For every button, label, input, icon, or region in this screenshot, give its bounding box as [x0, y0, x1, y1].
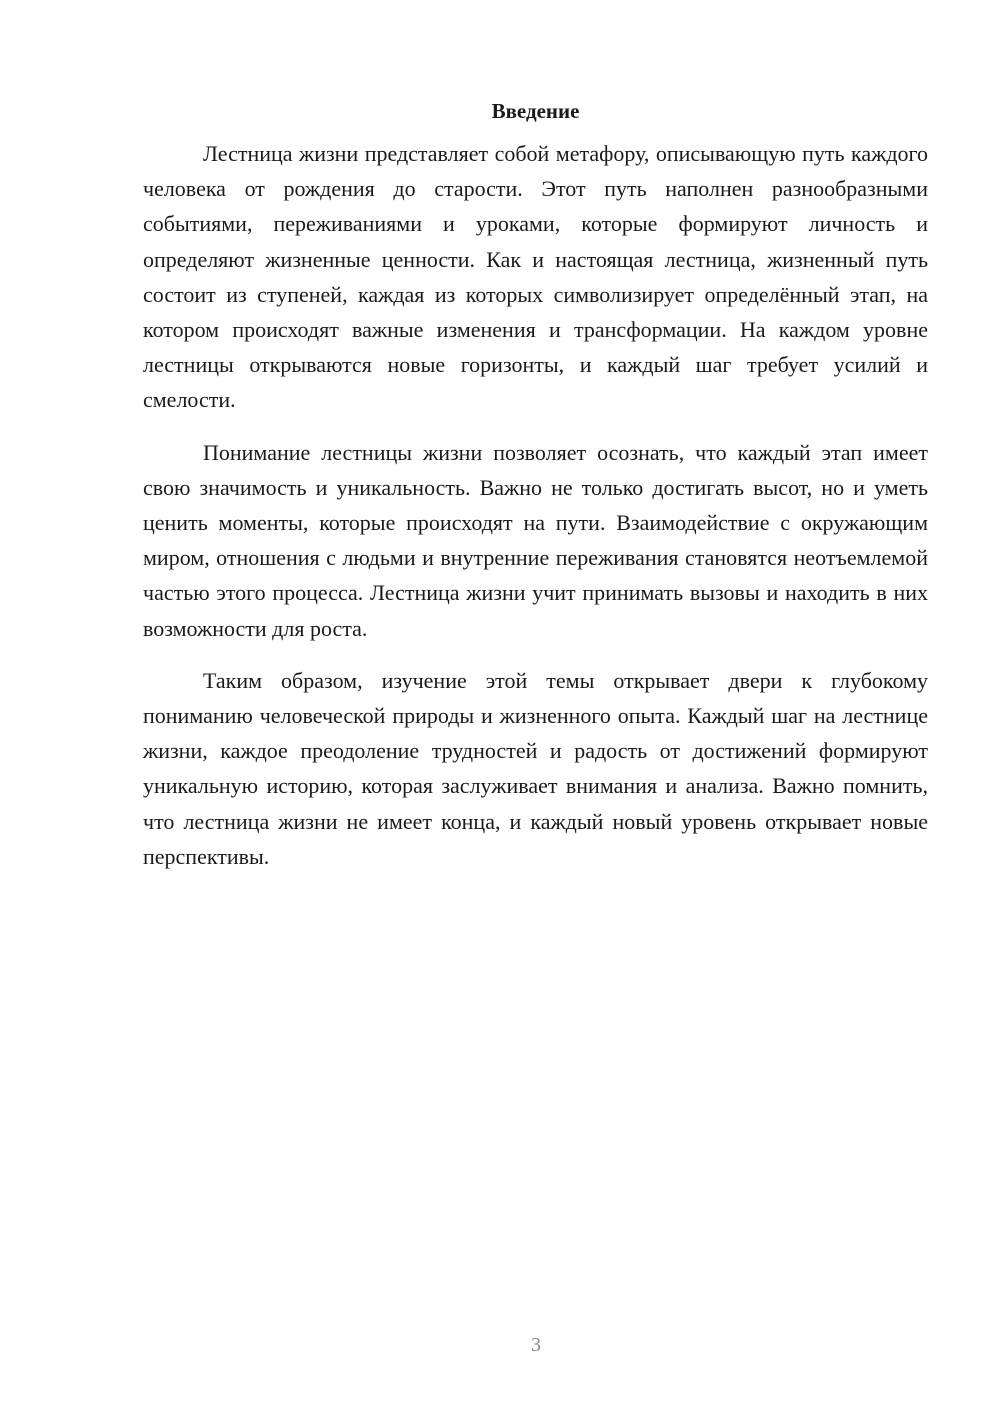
paragraph-3: Таким образом, изучение этой темы открывает двери к глубокому пониманию человеческой природы и жизненного опыта. Каждый шаг на лестнице жизни, каждое преодоление трудностей и радость от достижений формируют уникальную историю, которая заслуживает внимания и анализа. Важно помнить, что лестница жизни не имеет конца, и каждый новый уровень открывает новые перспективы.	[143, 667, 928, 869]
paragraph-1: Лестница жизни представляет собой метафору, описывающую путь каждого человека от рождения до старости. Этот путь наполнен разнообразными событиями, переживаниями и уроками, которые формируют личность и определяют жизненные ценности. Как и настоящая лестница, жизненный путь состоит из ступеней, каждая из которых символизирует определённый этап, на котором происходят важные изменения и трансформации. На каждом уровне лестницы открываются новые горизонты, и каждый шаг требует усилий и смелости.	[143, 141, 928, 413]
page-title: Введение	[491, 99, 580, 123]
paragraph-2: Понимание лестницы жизни позволяет осознать, что каждый этап имеет свою значимость и уникальность. Важно не только достигать высот, но и уметь ценить моменты, которые происходят на пути. Взаимодействие с окружающим миром, отношения с людьми и внутренние переживания становятся неотъемлемой частью этого процесса. Лестница жизни учит принимать вызовы и находить в них возможности для роста.	[143, 439, 928, 641]
page-content	[143, 96, 928, 874]
page-number: 3	[531, 1334, 541, 1356]
